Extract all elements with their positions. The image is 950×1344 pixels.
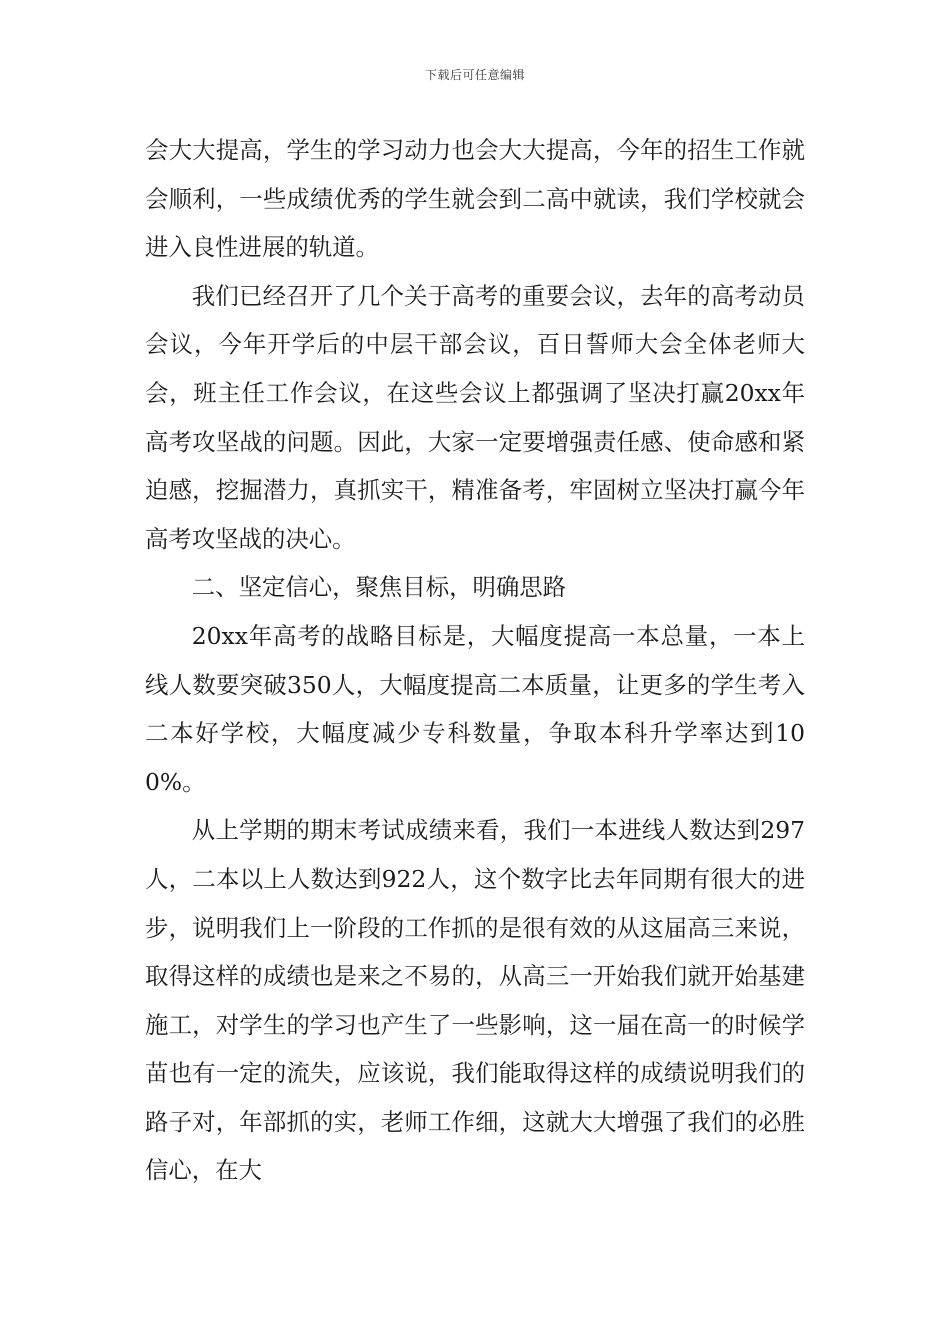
section-heading: 二、坚定信心，聚焦目标，明确思路 [191, 573, 567, 602]
paragraph-3: 20xx年高考的战略目标是，大幅度提高一本总量，一本上线人数要突破350人，大幅度提高二本质量，让更多的学生考入二本好学校，大幅度减少专科数量，争取本科升学率达到100%。 [145, 621, 805, 796]
document-body [145, 126, 805, 1195]
paragraph-1: 会大大提高，学生的学习动力也会大大提高，今年的招生工作就会顺利，一些成绩优秀的学生就会到二高中就读，我们学校就会进入良性进展的轨道。 [145, 136, 805, 262]
paragraph-2: 我们已经召开了几个关于高考的重要会议，去年的高考动员会议，今年开学后的中层干部会议，百日誓师大会全体老师大会，班主任工作会议，在这些会议上都强调了坚决打赢20xx年高考攻坚战的问题。因此，大家一定要增强责任感、使命感和紧迫感，挖掘潜力，真抓实干，精准备考，牢固树立坚决打赢今年高考攻坚战的决心。 [145, 281, 805, 553]
paragraph-4: 从上学期的期末考试成绩来看，我们一本进线人数达到297人，二本以上人数达到922人，这个数字比去年同期有很大的进步，说明我们上一阶段的工作抓的是很有效的从这届高三来说，取得这样的成绩也是来之不易的，从高三一开始我们就开始基建施工，对学生的学习也产生了一些影响，这一届在高一的时候学苗也有一定的流失，应该说，我们能取得这样的成绩说明我们的路子对，年部抓的实，老师工作细，这就大大增强了我们的必胜信心，在大 [145, 816, 805, 1185]
page-header: 下载后可任意编辑 [424, 68, 525, 82]
